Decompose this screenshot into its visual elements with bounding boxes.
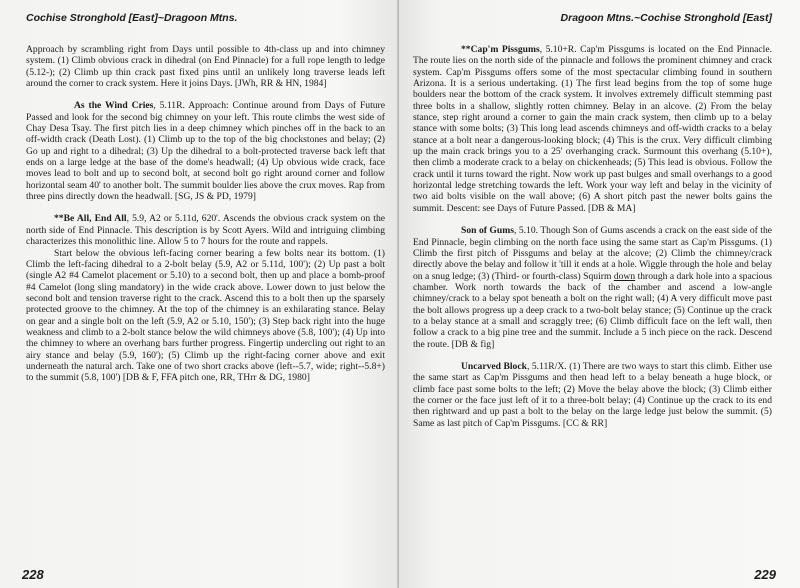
right-page-header: Dragoon Mtns.~Cochise Stronghold [East] [560,12,772,24]
left-page-number: 228 [22,567,44,582]
route-body: , 5.9, A2 or 5.11d, 620'. Ascends the obvious crack system on the north side of End Pinnacle. This description is by Scott Ayers. Wild and intriguing climbing characterizes this monolithic line. Allow 5 to 7 hours for the route and rappels. [26,213,386,248]
route-title: **Be All, End All [54,213,127,225]
right-page-number: 229 [754,567,776,582]
right-page [399,0,800,588]
route-son-of-gums [413,225,772,350]
route-description-continued: Approach by scrambling right from Days until possible to 4th-class up and into chimney system. (1) Climb obvious crack in dihedral (on End Pinnacle) for a full rope length to ledge (5.12-); (2) Climb up thin crack past fixed pins until an unlikely long traverse leads left around the corner to crack system. Here it joins Days. [JWh, RR & HN, 1984] [26,44,385,90]
left-page [0,0,399,588]
right-page-text [413,44,772,429]
route-be-all-end-all [26,213,385,247]
underlined-word: down [613,270,636,282]
route-body-continued: through a dark hole into a spacious chamber. Work north towards the back of the chamber and ascend a low-angle chimney/crack to a belay spot beneath a bolt on the right wall; (4) A very difficult move past the bolt allows progress up a deep crack to a two-bolt belay stance; (5) Continue up the crack to a belay stance at a small and scraggly tree; (6) Climb difficult face on the left wall, then follow a crack to a big pine tree and the summit. Include a 5 inch piece on the rack. Descend the route. [DB & fig] [413,270,772,350]
route-title: Son of Gums [461,225,514,237]
route-body: , 5.10. Though Son of Gums ascends a crack on the east side of the End Pinnacle, begin climbing on the north face using the same start as Cap'm Pissgums. (1) Climb the first pitch of Pissgums and belay at the alcove; (2) Climb the chimney/crack directly above the belay and follow it 'till it ends at a hole. Wiggle through the hole and belay on a snug ledge; (3) (Third- or fourth-class) Squirm [413,225,773,282]
left-page-text [26,44,385,384]
route-body: , 5.11R/X. (1) There are two ways to start this climb. Either use the same start as Cap'm Pissgums and then head left to a belay beneath a huge block, or climb face past some bolts to the left; (2) Move the belay above the block; (3) Climb either the corner or the face just left of it to a three-bolt belay; (4) Continue up the crack to its end then rightward and up past a bolt to the belay on the large ledge just below the summit. (5) Same as last pitch of Cap'm Pissgums. [CC & RR] [413,360,772,429]
left-page-header: Cochise Stronghold [East]~Dragoon Mtns. [26,12,238,24]
route-as-the-wind-cries [26,100,385,202]
route-capm-pissgums [413,44,772,214]
route-pitch-description: Start below the obvious left-facing corner bearing a few bolts near its bottom. (1) Climb the left-facing dihedral to a 2-bolt belay (5.9, A2 or 5.11d, 100'); (2) Up past a bolt (single A2 #4 Camelot placement or 5.10) to a second bolt, then up and place a bomb-proof #4 Camelot (long sling mandatory) in the wide crack above. Lower down to just below the second bolt and tension traverse right to the crack. Ascend this to a bolt then up the sparsely protected groove to the chimney. At the top of the chimney is an exhilarating stance. Belay on gear and a single bolt on the left (5.9, A2 or 5.10, 150'); (3) Step back right into the huge weakness and climb to a 2-bolt stance below the wild chimneys above (5.8, 100'); (4) Up into the chimney to where an overhang bars further progress. Fingertip undercling out right to an airy stance and belay (5.9, 160'); (5) Climb up the right-facing corner above and exit underneath the natural arch. Take one of two short cracks above (left--5.7, wide; right--5.8+) to the summit (5.8, 100') [DB & F, FFA pitch one, RR, THrr & DG, 1980] [26,247,385,384]
route-title: **Cap'm Pissgums [461,44,540,55]
route-body: , 5.10+R. Cap'm Pissgums is located on the End Pinnacle. The route lies on the north side of the pinnacle and follows the prominent chimney and crack system. Cap'm Pissgums offers some of the most spectacular climbing found in southern Arizona. It is a serious undertaking. (1) The first lead begins from the top of some huge boulders near the bottom of the crack system. It involves extremely difficult stemming past three bolts in a shallow, slightly rotten chimney. Belay in an alcove. (2) From the belay stance, step right around a corner to gain the main crack system, then climb up to a belay stance with some bolts; (3) This long lead ascends chimneys and off-width cracks to a belay stance at a bolt near a dangerous-looking block; (4) This is the crux. Very difficult climbing up the main crack brings you to a 25' overhanging crack. Surmount this overhang (5.10+), then climb a moderate crack to a belay on chickenheads; (5) This lead is obvious. Follow the crack until it turns toward the right. Now work up past bulges and small overhangs to a good horizontal ledge stretching towards the left. Work your way left and belay in the vicinity of two aid bolts visible on the wall above; (6) A short pitch past the newer bolts gains the summit. Descent: see Days of Future Passed. [DB & MA] [413,44,772,214]
route-uncarved-block [413,361,772,429]
route-body: , 5.11R. Approach: Continue around from Days of Future Passed and look for the second big chimney on your left. This route climbs the west side of Chay Desa Tsay. The first pitch lies in a deep chimney which pinches off in the back to an off-width crack (Death Lost). (1) Climb up to the top of the big chockstones and belay; (2) Go up and right to a dihedral; (3) Up the dihedral to a bolt-protected traverse back left that ends on a large ledge at the base of the dome's headwall; (4) Up obvious wide crack, face moves lead to bolt and up to second bolt, at second bolt go right around corner and follow horizontal seam 40' to another bolt. The summit boulder lies above the crux moves. Rap from three pins directly down the headwall. [SG, JS & PD, 1979] [26,100,386,203]
route-title: As the Wind Cries [74,100,154,112]
route-title: Uncarved Block [461,360,527,372]
